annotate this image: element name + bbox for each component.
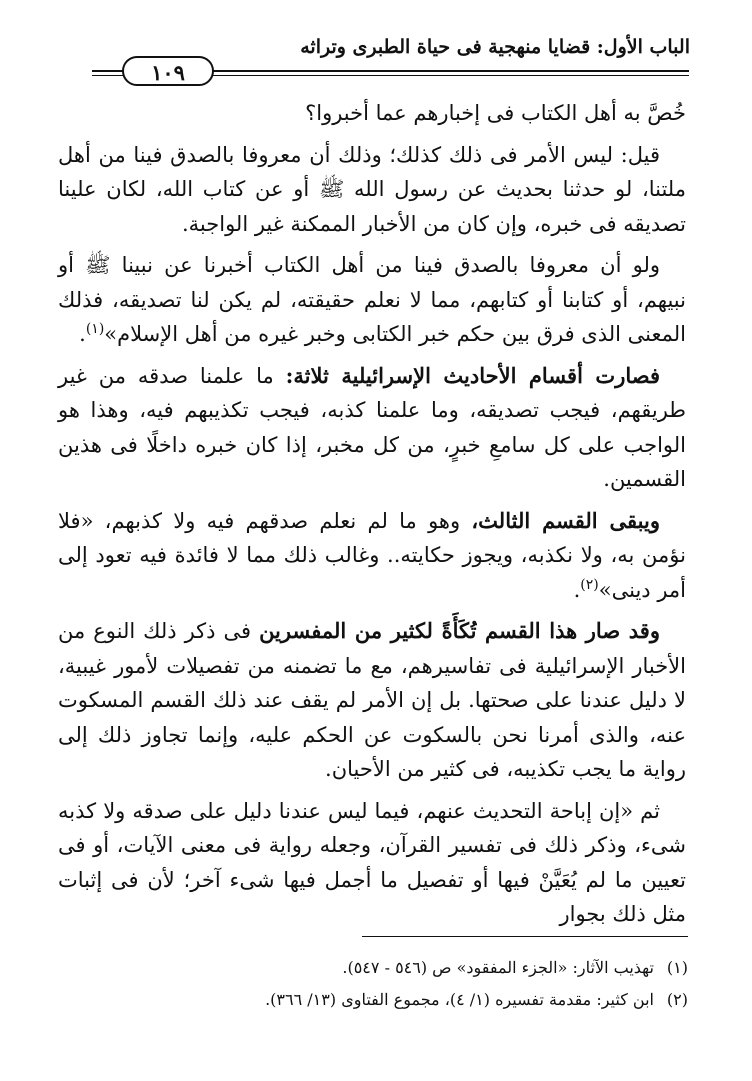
footnote-2-number: (٢) <box>666 990 688 1009</box>
paragraph-1: خُصَّ به أهل الكتاب فى إخبارهم عما أخبروا؟ <box>305 101 686 125</box>
running-header-title: الباب الأول: قضايا منهجية فى حياة الطبرى وتراثه <box>300 36 690 58</box>
paragraph-6-text: فى ذكر ذلك النوع من الأخبار الإسرائيلية فى تفاسيرهم، مع ما تضمنه من تفصيلات لأمور غيبية، لا دليل عندنا على صحتها. بل إن الأمر لم يقف عند ذلك القسم المسكوت عنه، والذى أمرنا نحن بالسكوت عن الحكم عليه، وإنما تجاوز ذلك إلى رواية ما يجب تكذيبه، فى كثير من الأحيان. <box>58 619 686 781</box>
footnotes <box>68 952 688 1016</box>
paragraph-6-lead: وقد صار هذا القسم تُكَأَةً لكثير من المفسرين <box>259 618 660 643</box>
footnote-ref-1[interactable]: (١) <box>85 321 105 337</box>
paragraph-3: ولو أن معروفا بالصدق فينا من أهل الكتاب أخبرنا عن نبينا ﷺ أو نبيهم، أو كتابنا أو كتابهم، مما لا نعلم حقيقته، لم يكن لنا تصديقه، فذلك المعنى الذى فرق بين حكم خبر الكتابى وخبر غيره من أهل الإسلام»$^{(١)}$. <box>58 253 686 346</box>
main-text <box>58 96 686 939</box>
footnote-divider <box>362 936 688 937</box>
footnote-ref-2[interactable]: (٢) <box>580 576 599 593</box>
footnote-2 <box>68 984 688 1016</box>
footnote-1-number: (١) <box>666 958 688 977</box>
paragraph-4-text: ما علمنا صدقه من غير طريقهم، فيجب تصديقه، وما علمنا كذبه، فيجب تكذيبهم فيه، وهذا هو الواجب على كل سامعِ خبرٍ، من كل مخبر، إذا كان خبره داخلًا فى هذين القسمين. <box>58 363 686 491</box>
paragraph-5-text: وهو ما لم نعلم صدقهم فيه ولا كذبهم، «فلا نؤمن به، ولا نكذبه، ويجوز حكايته.. وغالب ذلك مما لا فائدة فيه تعود إلى أمر دينى» <box>58 508 686 602</box>
footnote-1-text: تهذيب الآثار: «الجزء المفقود» ص (٥٤٦ - ٥٤٧). <box>342 958 654 977</box>
footnote-2-text: ابن كثير: مقدمة تفسيره (١/ ٤)، مجموع الفتاوى (١٣/ ٣٦٦). <box>265 990 654 1009</box>
paragraph-7: ثم «إن إباحة التحديث عنهم، فيما ليس عندنا دليل على صدقه ولا كذبه شىء، وذكر ذلك فى تفسير القرآن، وجعله رواية فى معنى الآيات، أو فى تعيين ما لم يُعَيَّنْ فيها أو تفصيل ما أجمل فيها شىء آخر؛ لأن فى إثبات مثل ذلك بجوار <box>58 798 686 926</box>
paragraph-3-text: ولو أن معروفا بالصدق فينا من أهل الكتاب أخبرنا عن نبينا ﷺ أو نبيهم، أو كتابنا أو كتابهم، مما لا نعلم حقيقته، لم يكن لنا تصديقه، فذلك المعنى الذى فرق بين حكم خبر الكتابى وخبر غيره من أهل الإسلام» <box>58 253 686 346</box>
paragraph-4 <box>58 359 686 497</box>
page-number-badge: ١٠٩ <box>122 56 214 86</box>
paragraph-4-lead: فصارت أقسام الأحاديث الإسرائيلية ثلاثة: <box>285 362 660 388</box>
paragraph-6 <box>58 614 686 787</box>
paragraph-5: ويبقى القسم الثالث، وهو ما لم نعلم صدقهم فيه ولا كذبهم، «فلا نؤمن به، ولا نكذبه، ويجوز حكايته.. وغالب ذلك مما لا فائدة فيه تعود إلى أمر دينى»$^{(٢)}$. <box>58 507 686 602</box>
footnote-1 <box>68 952 688 984</box>
paragraph-5-lead: ويبقى القسم الثالث، <box>471 507 660 533</box>
paragraph-2: قيل: ليس الأمر فى ذلك كذلك؛ وذلك أن معروفا بالصدق فينا من أهل ملتنا، لو حدثنا بحديث عن رسول الله ﷺ أو عن كتاب الله، لكان علينا تصديقه فى خبره، وإن كان من الأخبار الممكنة غير الواجبة. <box>58 142 686 236</box>
